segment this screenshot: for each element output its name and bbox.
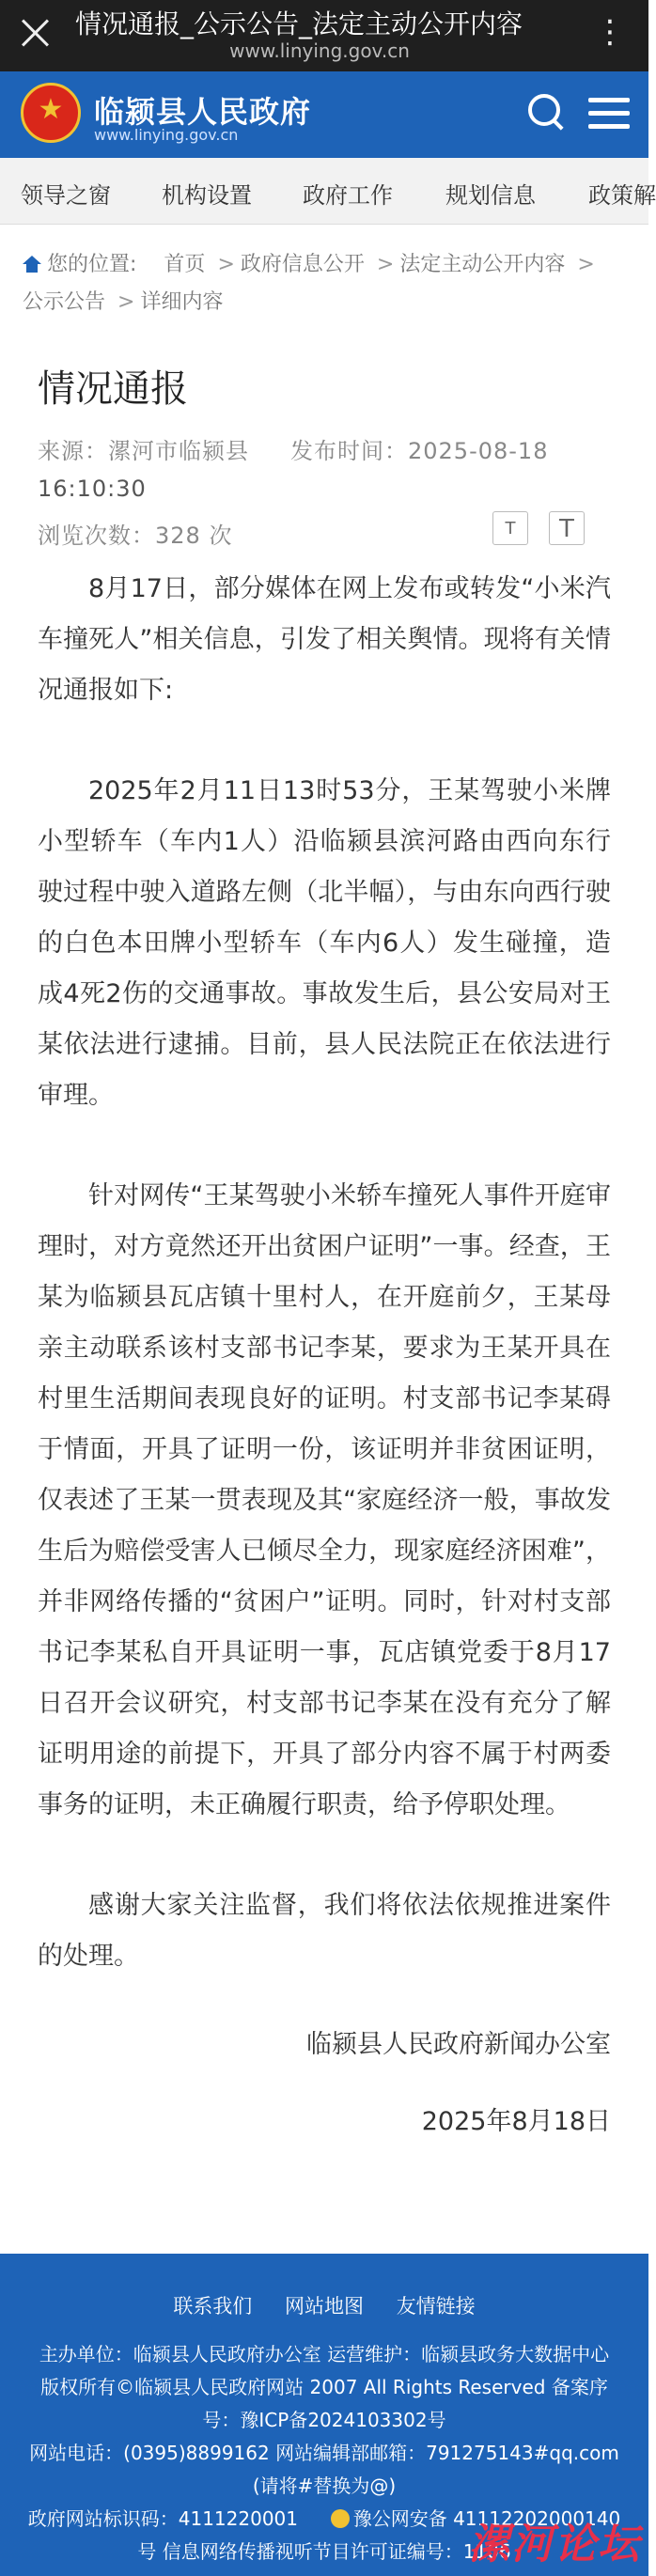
page-title: 情况通报 [38,367,188,411]
more-icon[interactable]: ⋮ [594,13,626,51]
footer-link-contact[interactable]: 联系我们 [173,2295,253,2318]
site-url: www.linying.gov.cn [94,126,239,144]
article-body [38,564,611,2174]
footer-link-friends[interactable]: 友情链接 [396,2295,476,2318]
article-views [38,517,620,550]
article-paragraph: 感谢大家关注监督，我们将依法依规推进案件的处理。 [38,1891,611,1971]
nav-item-organization[interactable]: 机构设置 [162,182,252,209]
font-large-button[interactable]: T [549,511,585,545]
article-paragraph: 2025年2月11日13时53分，王某驾驶小米牌小型轿车（车内1人）沿临颍县滨河路由西向东行驶过程中驶入道路左侧（北半幅），与由东向西行驶的白色本田牌小型轿车（车内6人）发生碰撞，造成4死2伤的交通事故。事故发生后，县公安局对王某依法进行逮捕。目前，县人民法院正在依法进行审理。 [38,776,611,1110]
browser-bar [0,0,648,71]
views-count: 328 [155,523,201,549]
browser-url: www.linying.gov.cn [229,39,410,62]
footer-line: 主办单位：临颍县人民政府办公室 运营维护：临颍县政务大数据中心 [39,2343,610,2365]
nav-item-government-work[interactable]: 政府工作 [303,182,393,209]
browser-title: 情况通报_公示公告_法定主动公开内容 [75,8,523,39]
footer-line: 号：豫ICP备2024103302号 [202,2409,446,2431]
article-paragraph: 8月17日，部分媒体在网上发布或转发“小米汽车撞死人”相关信息，引发了相关舆情。现将有关情况通报如下: [38,574,611,705]
breadcrumb-notices[interactable]: 公示公告 [23,290,106,314]
article-meta-source [38,432,620,465]
views-unit: 次 [209,523,233,549]
site-header [0,71,648,158]
footer-line: 网站电话：(0395)8899162 网站编辑部邮箱：791275143#qq.com [29,2442,619,2464]
breadcrumb-home[interactable]: 首页 [164,253,206,276]
article-source: 来源：漯河市临颍县 [38,438,249,464]
footer-line: (请将#替换为@) [252,2475,397,2497]
footer-link-sitemap[interactable]: 网站地图 [285,2295,364,2318]
site-name[interactable]: 临颍县人民政府 [94,94,312,130]
footer-line: 版权所有©临颍县人民政府网站 2007 All Rights Reserved 备案序 [40,2376,608,2398]
close-icon[interactable] [17,15,53,51]
article-publish-clock: 16:10:30 [38,476,147,502]
footer-links [0,2291,648,2319]
footer-police-record[interactable]: 豫公网安备 41112202000140 [352,2507,621,2530]
search-icon[interactable] [528,94,566,132]
views-label: 浏览次数： [38,523,155,549]
breadcrumb-statutory[interactable]: 法定主动公开内容 [399,253,566,276]
hamburger-menu-icon[interactable] [588,98,630,130]
site-footer [0,2254,648,2576]
home-icon [23,256,41,273]
nav-item-planning[interactable]: 规划信息 [445,182,536,209]
article-publish-time: 发布时间：2025-08-18 [290,438,549,464]
footer-site-code: 政府网站标识码：4111220001 [27,2507,298,2530]
article-date: 2025年8月18日 [421,2107,611,2136]
nav-item-policy[interactable]: 政策解 [588,182,656,209]
breadcrumb-detail: 详细内容 [140,290,224,314]
breadcrumb: 您的位置: 首页 > 政府信息公开 > 法定主动公开内容 > 公示公告 > 详细内容 [23,253,595,314]
breadcrumb-label: 您的位置: [47,253,137,276]
nav-item-leaders[interactable]: 领导之窗 [21,182,111,209]
police-badge-icon [331,2509,350,2528]
forum-watermark: 漯河论坛 [468,2521,641,2568]
footer-line: 号 信息网络传播视听节目许可证编号：1106 [137,2540,511,2563]
font-small-button[interactable]: T [492,511,528,545]
article-paragraph: 针对网传“王某驾驶小米轿车撞死人事件开庭审理时，对方竟然还开出贫困户证明”一事。经查，王某为临颍县瓦店镇十里村人，在开庭前夕，王某母亲主动联系该村支部书记李某，要求为王某开具在村里生活期间表现良好的证明。村支部书记李某碍于情面，开具了证明一份，该证明并非贫困证明，仅表述了王某一贯表现及其“家庭经济一般，事故发生后为赔偿受害人已倾尽全力，现家庭经济困难”，并非网络传播的“贫困户”证明。同时，针对村支部书记李某私自开具证明一事，瓦店镇党委于8月17日召开会议研究，村支部书记李某在没有充分了解证明用途的前提下，开具了部分内容不属于村两委事务的证明，未正确履行职责，给予停职处理。 [38,1181,611,1819]
national-emblem-icon [21,83,81,143]
main-nav [0,158,656,225]
breadcrumb-gov-info[interactable]: 政府信息公开 [240,253,365,276]
article-signature: 临颍县人民政府新闻办公室 [306,2030,611,2059]
